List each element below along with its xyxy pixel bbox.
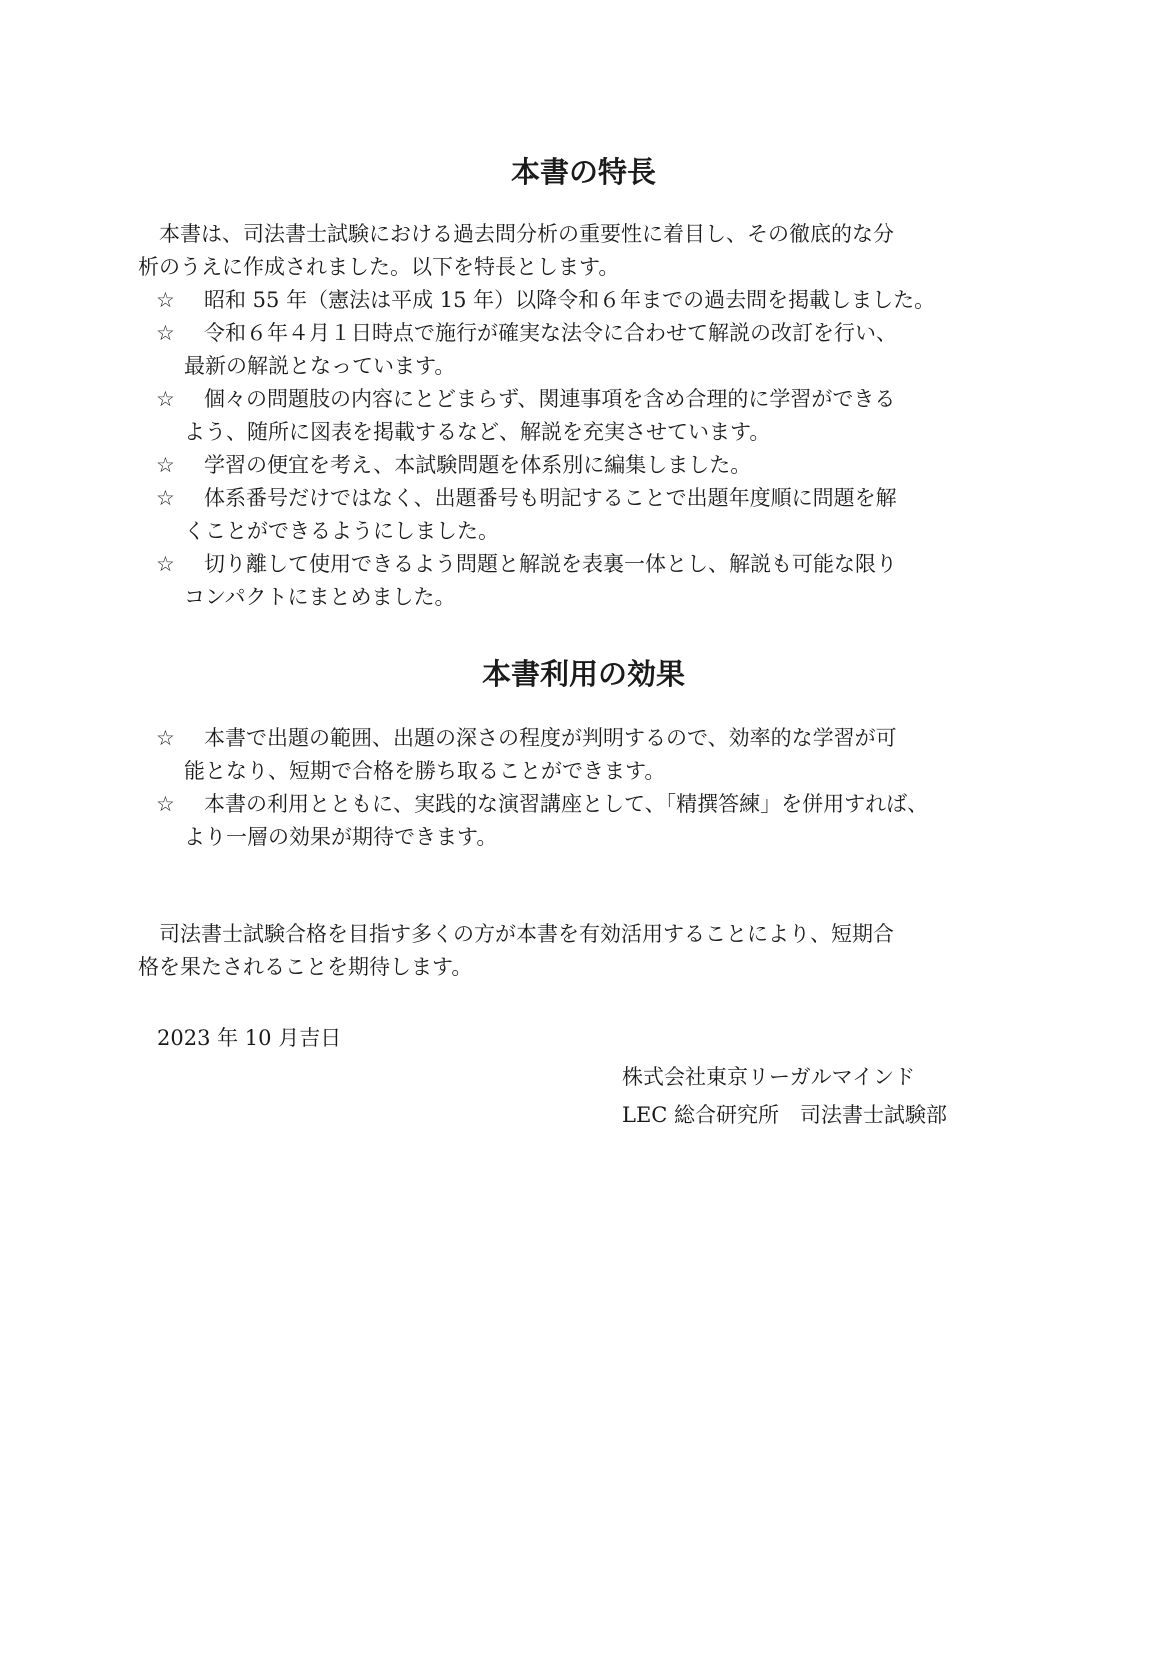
list-item xyxy=(156,548,1008,614)
list-item xyxy=(156,383,1008,449)
list-item xyxy=(156,788,1008,854)
text-line: コンパクトにまとめました。 xyxy=(184,585,456,609)
features-list xyxy=(156,284,1008,614)
star-icon: ☆ xyxy=(156,453,175,477)
star-icon: ☆ xyxy=(156,321,175,345)
star-icon: ☆ xyxy=(156,792,175,816)
company-name: 株式会社東京リーガルマインド xyxy=(622,1065,916,1089)
list-item xyxy=(156,284,1008,317)
department-name: LEC 総合研究所 司法書士試験部 xyxy=(622,1103,948,1127)
text-line: よう、随所に図表を掲載するなど、解説を充実させています。 xyxy=(184,420,771,444)
text-line: 令和６年４月１日時点で施行が確実な法令に合わせて解説の改訂を行い、 xyxy=(204,321,897,345)
star-icon: ☆ xyxy=(156,387,175,411)
text-line: より一層の効果が期待できます。 xyxy=(184,825,498,849)
text-line: 昭和 55 年（憲法は平成 15 年）以降令和６年までの過去問を掲載しました。 xyxy=(204,288,936,312)
publication-date: 2023 年 10 月吉日 xyxy=(157,1026,342,1050)
star-icon: ☆ xyxy=(156,288,175,312)
list-item xyxy=(156,449,1008,482)
section-title-effects: 本書利用の効果 xyxy=(481,657,685,691)
list-item xyxy=(156,722,1008,788)
list-item xyxy=(156,482,1008,548)
text-line: 個々の問題肢の内容にとどまらず、関連事項を含め合理的に学習ができる xyxy=(204,387,896,411)
intro-paragraph xyxy=(138,218,1008,284)
star-icon: ☆ xyxy=(156,486,175,510)
text-line: 切り離して使用できるよう問題と解説を表裏一体とし、解説も可能な限り xyxy=(204,552,897,576)
signature-block xyxy=(622,1058,947,1134)
star-icon: ☆ xyxy=(156,726,175,750)
list-item xyxy=(156,317,1008,383)
text-line: 司法書士試験合格を目指す多くの方が本書を有効活用することにより、短期合 xyxy=(138,922,894,946)
effects-list xyxy=(156,722,1008,854)
text-line: 学習の便宜を考え、本試験問題を体系別に編集しました。 xyxy=(204,453,752,477)
text-line: 本書で出題の範囲、出題の深さの程度が判明するので、効率的な学習が可 xyxy=(204,726,897,750)
text-line: 本書は、司法書士試験における過去問分析の重要性に着目し、その徹底的な分 xyxy=(138,222,894,246)
section-title-features: 本書の特長 xyxy=(510,155,656,189)
text-line: 体系番号だけではなく、出題番号も明記することで出題年度順に問題を解 xyxy=(204,486,897,510)
text-line: 本書の利用とともに、実践的な演習講座として、「精撰答練」を併用すれば、 xyxy=(204,792,929,816)
text-line: 能となり、短期で合格を勝ち取ることができます。 xyxy=(184,759,666,783)
text-line: 最新の解説となっています。 xyxy=(184,354,456,378)
closing-paragraph xyxy=(138,918,1008,984)
text-line: くことができるようにしました。 xyxy=(184,519,499,543)
text-line: 格を果たされることを期待します。 xyxy=(138,955,473,979)
star-icon: ☆ xyxy=(156,552,175,576)
text-line: 析のうえに作成されました。以下を特長とします。 xyxy=(138,255,620,279)
